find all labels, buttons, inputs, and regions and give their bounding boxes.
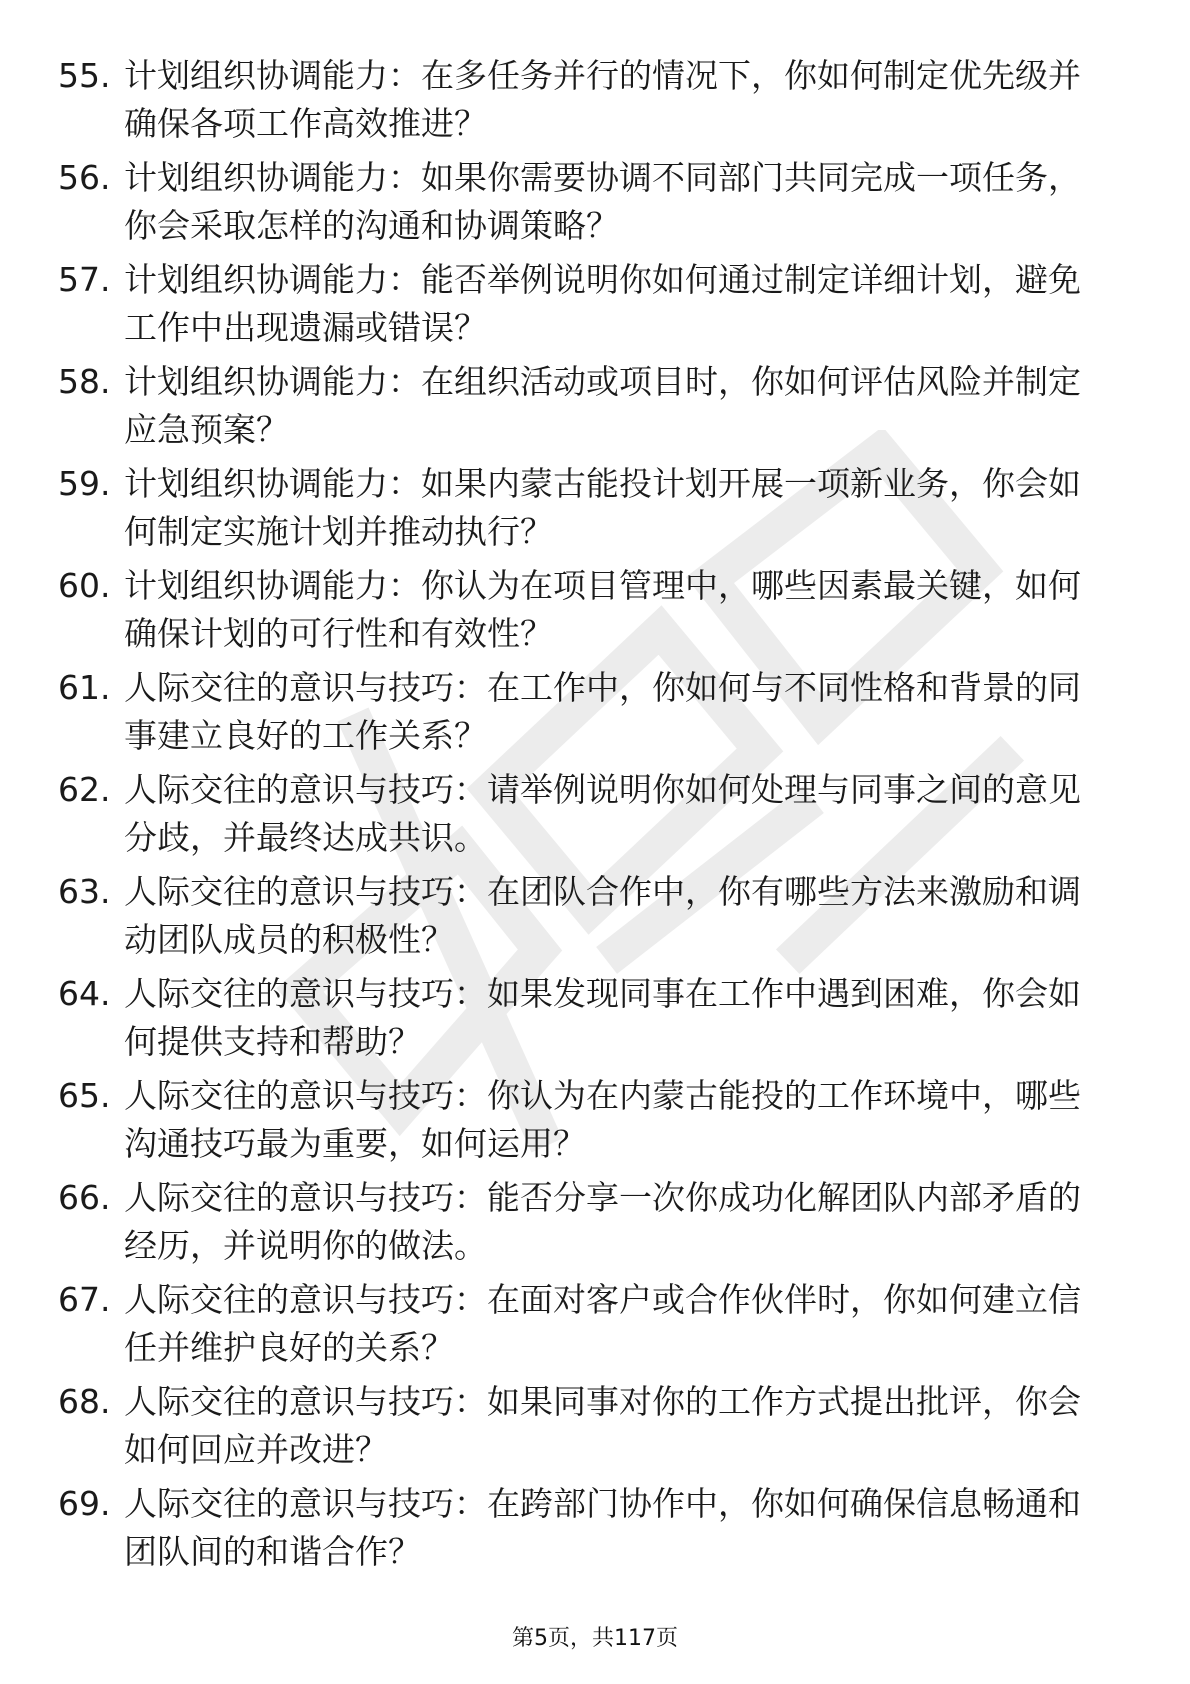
question-item	[58, 154, 1108, 256]
question-text: 人际交往的意识与技巧：在团队合作中，你有哪些方法来激励和调动团队成员的积极性？	[124, 872, 1081, 959]
question-item	[58, 1480, 1108, 1582]
question-item	[58, 664, 1108, 766]
question-text: 计划组织协调能力：如果你需要协调不同部门共同完成一项任务，你会采取怎样的沟通和协调策略？	[124, 158, 1081, 245]
question-item	[58, 1072, 1108, 1174]
question-item	[58, 256, 1108, 358]
question-item	[58, 1378, 1108, 1480]
question-text: 人际交往的意识与技巧：如果发现同事在工作中遇到困难，你会如何提供支持和帮助？	[124, 974, 1081, 1061]
question-text: 人际交往的意识与技巧：如果同事对你的工作方式提出批评，你会如何回应并改进？	[124, 1382, 1081, 1469]
question-number: 60.	[58, 566, 111, 605]
question-number: 62.	[58, 770, 111, 809]
question-text: 人际交往的意识与技巧：在工作中，你如何与不同性格和背景的同事建立良好的工作关系？	[124, 668, 1081, 755]
question-number: 64.	[58, 974, 111, 1013]
question-number: 61.	[58, 668, 111, 707]
question-number: 56.	[58, 158, 111, 197]
question-text: 人际交往的意识与技巧：请举例说明你如何处理与同事之间的意见分歧，并最终达成共识。	[124, 770, 1081, 857]
question-number: 58.	[58, 362, 111, 401]
question-text: 计划组织协调能力：你认为在项目管理中，哪些因素最关键，如何确保计划的可行性和有效性？	[124, 566, 1081, 653]
question-number: 63.	[58, 872, 111, 911]
question-item	[58, 460, 1108, 562]
question-item	[58, 970, 1108, 1072]
question-text: 人际交往的意识与技巧：能否分享一次你成功化解团队内部矛盾的经历，并说明你的做法。	[124, 1178, 1081, 1265]
question-number: 67.	[58, 1280, 111, 1319]
question-item	[58, 1174, 1108, 1276]
question-text: 计划组织协调能力：如果内蒙古能投计划开展一项新业务，你会如何制定实施计划并推动执行？	[124, 464, 1081, 551]
question-number: 65.	[58, 1076, 111, 1115]
question-text: 计划组织协调能力：能否举例说明你如何通过制定详细计划，避免工作中出现遗漏或错误？	[124, 260, 1081, 347]
question-number: 55.	[58, 56, 111, 95]
question-item	[58, 52, 1108, 154]
question-number: 59.	[58, 464, 111, 503]
question-number: 68.	[58, 1382, 111, 1421]
question-number: 57.	[58, 260, 111, 299]
question-text: 计划组织协调能力：在多任务并行的情况下，你如何制定优先级并确保各项工作高效推进？	[124, 56, 1081, 143]
question-number: 69.	[58, 1484, 111, 1523]
question-number: 66.	[58, 1178, 111, 1217]
question-list	[58, 52, 1108, 1582]
question-item	[58, 1276, 1108, 1378]
question-item	[58, 358, 1108, 460]
question-text: 计划组织协调能力：在组织活动或项目时，你如何评估风险并制定应急预案？	[124, 362, 1081, 449]
question-text: 人际交往的意识与技巧：在面对客户或合作伙伴时，你如何建立信任并维护良好的关系？	[124, 1280, 1081, 1367]
question-text: 人际交往的意识与技巧：你认为在内蒙古能投的工作环境中，哪些沟通技巧最为重要，如何运用？	[124, 1076, 1081, 1163]
question-item	[58, 562, 1108, 664]
question-item	[58, 868, 1108, 970]
question-item	[58, 766, 1108, 868]
question-text: 人际交往的意识与技巧：在跨部门协作中，你如何确保信息畅通和团队间的和谐合作？	[124, 1484, 1081, 1571]
page-footer: 第5页，共117页	[512, 1626, 678, 1651]
